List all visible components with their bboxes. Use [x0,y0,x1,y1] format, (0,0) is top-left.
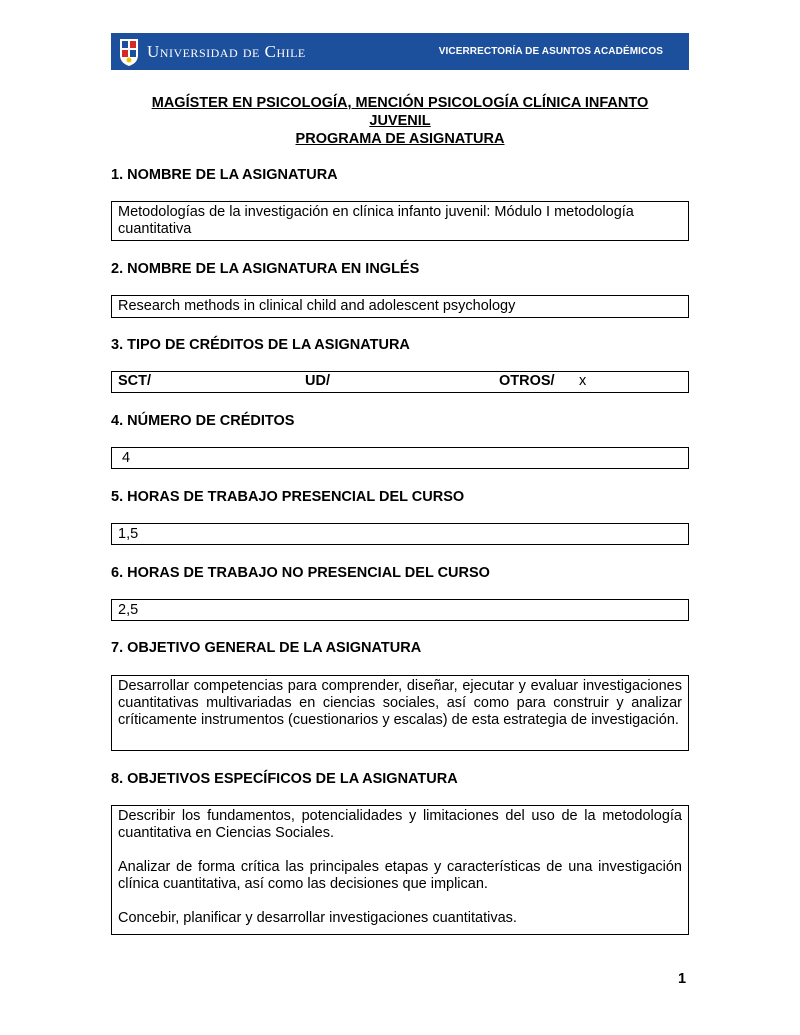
university-crest-icon [119,37,139,67]
section-5-heading: 5. HORAS DE TRABAJO PRESENCIAL DEL CURSO [111,489,465,505]
header-banner [111,33,689,70]
section-7-box [111,675,689,751]
section-8-heading: 8. OBJETIVOS ESPECÍFICOS DE LA ASIGNATURA [111,771,458,787]
section-2-heading: 2. NOMBRE DE LA ASIGNATURA EN INGLÉS [111,261,420,277]
page-number: 1 [678,971,687,987]
section-3-box [111,371,689,393]
section-8-box [111,805,689,935]
section-4-box [111,447,689,469]
section-6-box [111,599,689,621]
credit-type-ud: UD/ [305,373,330,389]
credit-type-otros: OTROS/ [499,373,555,389]
specific-objective-item: Concebir, planificar y desarrollar investigaciones cuantitativas. [118,910,517,926]
section-2-box [111,295,689,318]
title-line-2: JUVENIL [369,113,431,129]
document-title [111,94,689,148]
specific-objective-item: Analizar de forma crítica las principales etapas y características de una investigación clínica cuantitativa, así como las decisiones que implican. [118,859,682,892]
section-1-box [111,201,689,241]
section-6-content: 2,5 [118,602,139,618]
section-7-content: Desarrollar competencias para comprender, diseñar, ejecutar y evaluar investigaciones cuantitativas multivariadas en ciencias sociales, así como para construir y analizar críticamente instrumentos (cuestionarios y escalas) de esta estrategia de investigación. [118,678,682,728]
section-5-content: 1,5 [118,526,139,542]
credit-type-sct: SCT/ [118,373,152,389]
section-5-box [111,523,689,545]
university-logo [119,37,306,67]
section-2-content: Research methods in clinical child and adolescent psychology [118,298,516,314]
section-1-content: Metodologías de la investigación en clínica infanto juvenil: Módulo I metodología cuantitativa [118,204,634,237]
title-line-3: PROGRAMA DE ASIGNATURA [295,131,505,147]
university-name: Universidad de Chile [147,41,306,61]
section-3-heading: 3. TIPO DE CRÉDITOS DE LA ASIGNATURA [111,337,410,353]
section-7-heading: 7. OBJETIVO GENERAL DE LA ASIGNATURA [111,640,422,656]
title-line-1: MAGÍSTER EN PSICOLOGÍA, MENCIÓN PSICOLOGÍA CLÍNICA INFANTO [151,95,649,111]
section-4-heading: 4. NÚMERO DE CRÉDITOS [111,413,295,429]
section-6-heading: 6. HORAS DE TRABAJO NO PRESENCIAL DEL CURSO [111,565,490,581]
credit-type-mark: x [579,373,587,389]
vicerrectoria-label: VICERRECTORÍA DE ASUNTOS ACADÉMICOS [438,46,663,57]
section-1-heading: 1. NOMBRE DE LA ASIGNATURA [111,167,338,183]
specific-objective-item: Describir los fundamentos, potencialidades y limitaciones del uso de la metodología cuantitativa en Ciencias Sociales. [118,808,682,841]
section-4-content: 4 [122,450,131,466]
